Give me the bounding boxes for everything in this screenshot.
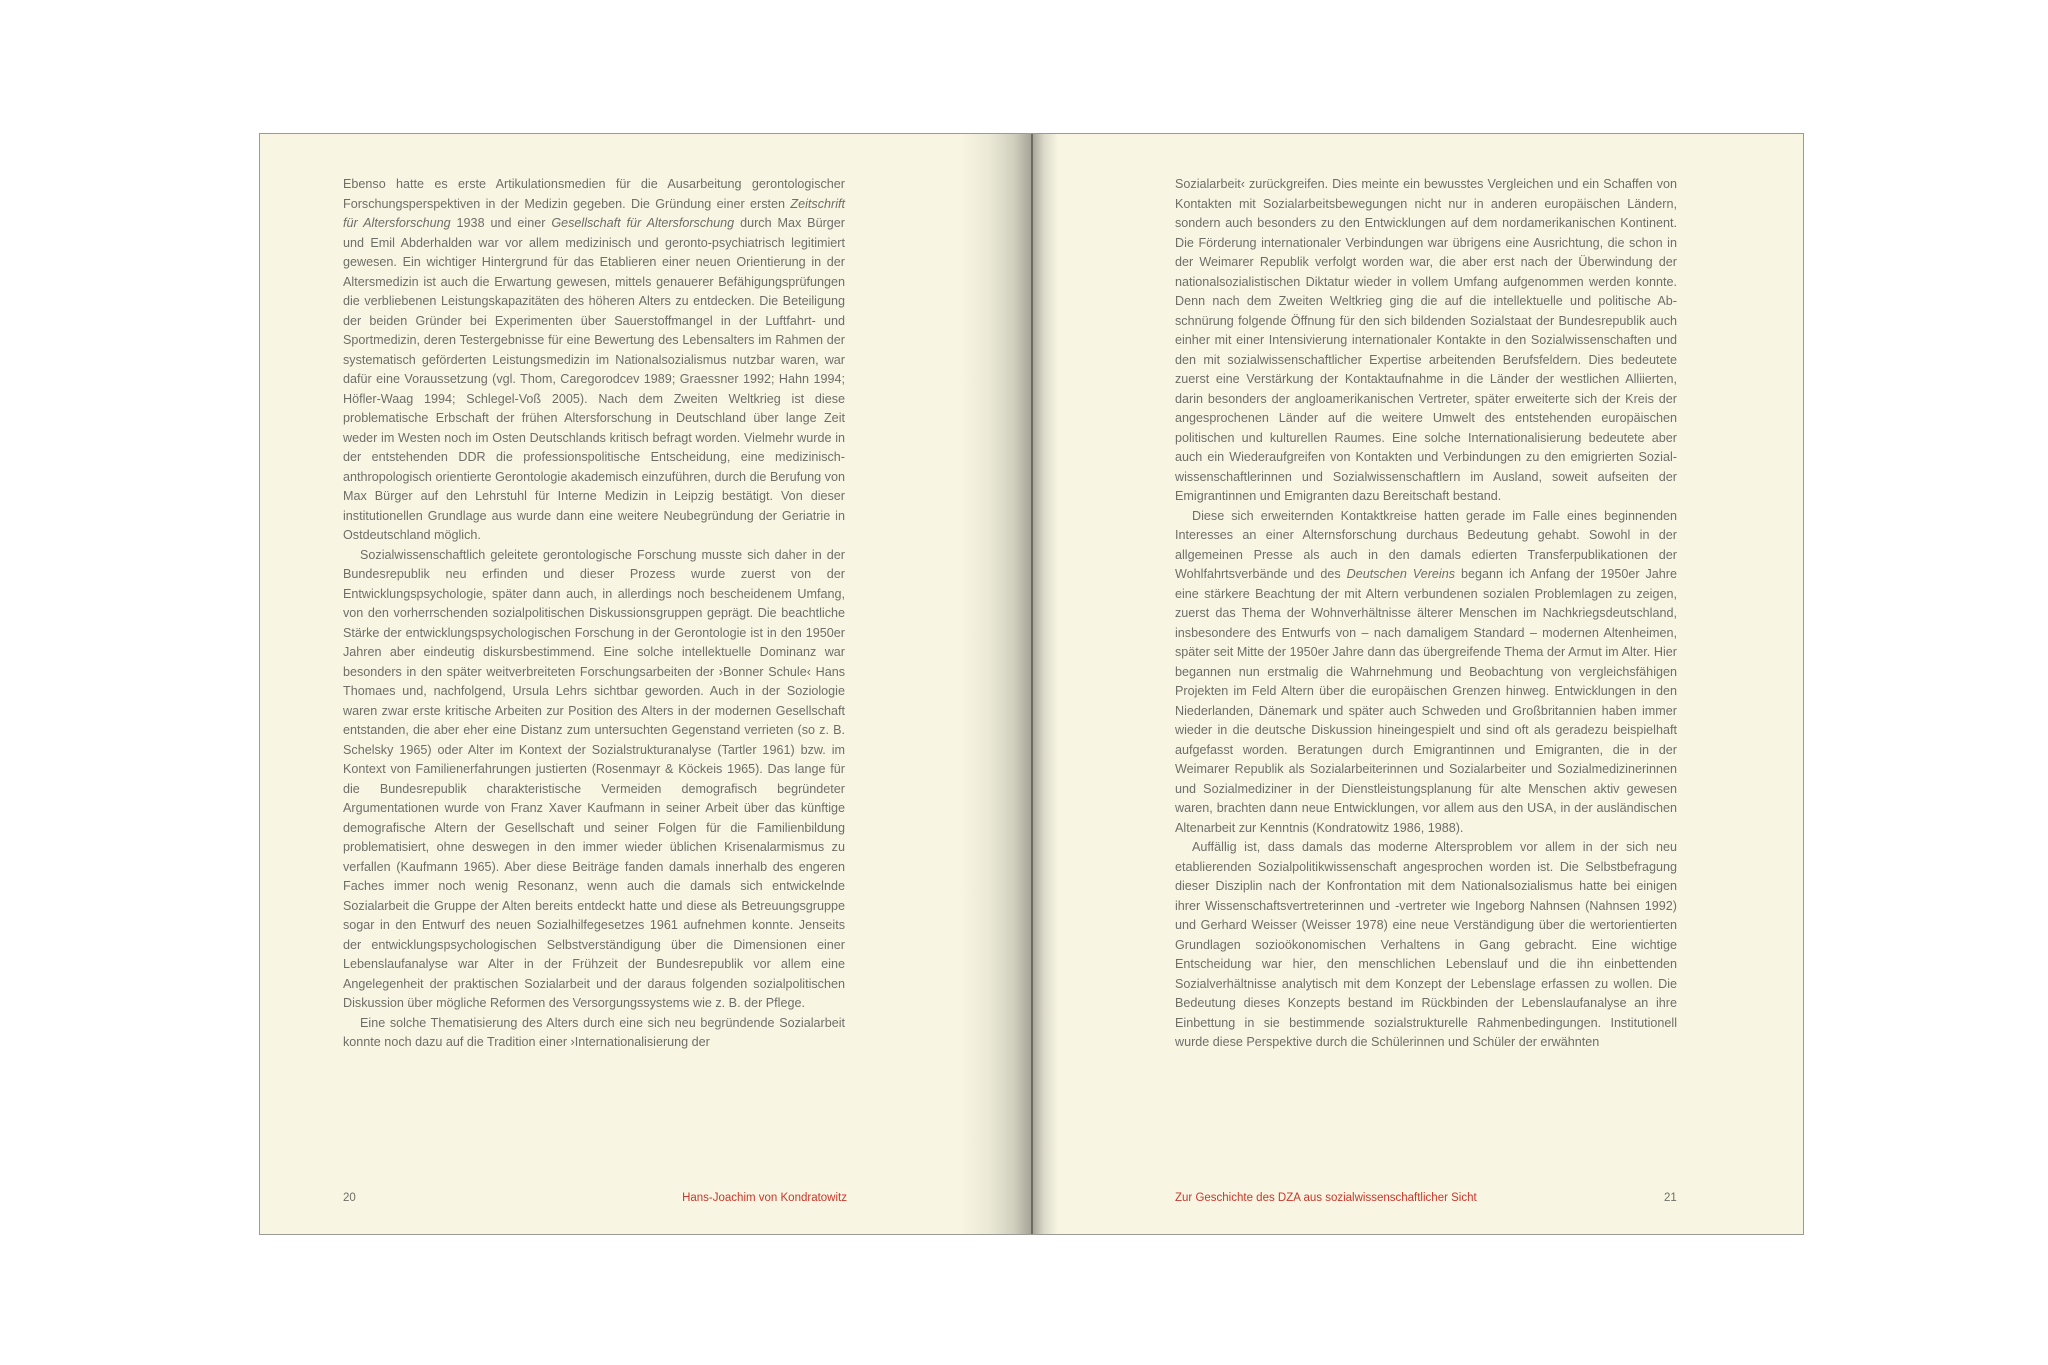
- left-page: [260, 134, 1032, 1234]
- paragraph: [1175, 838, 1677, 1053]
- paragraph-text: durch Max Bürger und Emil Abderhalden war vor allem medizinisch und geronto-psychiatrisch legitimiert gewesen. Ein wichtiger Hintergrund für das Etablieren einer neuen Orientierung in der Altersmedizin ist auch die Erwartung gewesen, mittels genauerer Befähigungsprüfungen die verbliebenen Leistungskapazitäten des höheren Alters zu entdecken. Die Beteiligung der beiden Gründer bei Experimenten über Sauerstoffmangel in der Luftfahrt- und Sportmedizin, deren Testergebnisse für eine Bewertung des Lebensalters im Rahmen der systematisch geförderten Leistungsmedizin im Nationalsozialismus nutzbar waren, war dafür eine Voraussetzung (vgl. Thom, Caregorodcev 1989; Graessner 1992; Hahn 1994; Höfler-Waag 1994; Schlegel-Voß 2005). Nach dem Zweiten Weltkrieg ist diese problematische Erbschaft der frühen Altersforschung in Deutschland über lange Zeit weder im Westen noch im Osten Deutschlands kritisch befragt worden. Vielmehr wurde in der entstehenden DDR die professionspolitische Entscheidung, eine medizinisch-anthropologisch orientierte Gerontologie akademisch einzuführen, durch die Berufung von Max Bürger auf den Lehrstuhl für Interne Medizin in Leipzig bestätigt. Von dieser institutionellen Grundlage aus wurde dann eine weitere Neubegründung der Geriatrie in Ostdeutschland möglich.: [343, 216, 845, 542]
- paragraph-text: 1938 und einer: [450, 216, 552, 230]
- paragraph: [1175, 175, 1677, 507]
- left-page-number: 20: [343, 1192, 356, 1204]
- italic-title-text: Zeitschrift für Altersforschung: [343, 196, 845, 230]
- paragraph: [1175, 507, 1677, 839]
- paragraph-text: Sozialarbeit‹ zurückgreifen. Dies meinte ein bewusstes Vergleichen und ein Schaffen von Kontakten mit Sozialarbeitsbewegungen nicht nur in anderen europäischen Ländern, sondern auch besonders zu den Entwicklungen auf dem nordamerikanischen Kontinent. Die Förderung internationaler Verbindungen war übrigens eine Ausrichtung, die schon in der Weimarer Republik verfolgt worden war, die aber erst nach der Überwindung der nationalsozialistischen Diktatur wieder in vollem Umfang aufgenommen werden konnte. Denn nach dem Zweiten Weltkrieg ging die auf die intellektuelle und politische Abschnürung folgende Öffnung für den sich bildenden Sozialstaat der Bundesrepublik auch einher mit einer Intensivierung internationaler Kontakte in den Sozialwissenschaften und den mit sozialwissenschaftlicher Expertise arbeitenden Berufsfeldern. Dies bedeutete zuerst eine Verstärkung der Kontaktaufnahme in die Länder der westlichen Alliierten, darin besonders der angloamerikanischen Vertreter, später erweiterte sich der Kreis der angesprochenen Länder auf die weitere Umwelt des entstehenden europäischen politischen und kulturellen Raumes. Eine solche Internationalisierung bedeutete aber auch ein Wiederaufgreifen von Kontakten und Verbindungen zu den emigrierten Sozialwissenschaftlerinnen und Sozialwissenschaftlern im Ausland, soweit aufseiten der Emigrantinnen und Emigranten dazu Bereitschaft bestand.: [1175, 177, 1677, 503]
- paragraph: [343, 175, 845, 546]
- right-page-number: 21: [1664, 1192, 1677, 1204]
- right-running-head: Zur Geschichte des DZA aus sozialwissenschaftlicher Sicht: [1175, 1192, 1477, 1204]
- paragraph-text: begann ich Anfang der 1950er Jahre eine stärkere Beachtung der mit Altern verbundenen sozialen Problemlagen zu zeigen, zuerst das Thema der Wohnverhältnisse älterer Menschen im Nachkriegsdeutschland, insbesondere des Entwurfs von – nach damaligem Standard – modernen Altenheimen, später seit Mitte der 1950er Jahre dann das übergreifende Thema der Armut im Alter. Hier begannen nun erstmalig die Wahrnehmung und Beobachtung von vergleichsfähigen Projekten im Feld Altern über die europäischen Grenzen hinweg. Entwicklungen in den Niederlanden, Dänemark und später auch Schweden und Großbritannien haben immer wieder in die deutsche Diskussion hineingespielt und sind oft als geradezu beispielhaft aufgefasst worden. Beratungen durch Emigrantinnen und Emigranten, die in der Weimarer Republik als Sozialarbeiterinnen und Sozialarbeiter und Sozialmedizinerinnen und Sozialmediziner in der Dienstleistungsplanung für alte Menschen aktiv gewesen waren, brachten dann neue Entwicklungen, vor allem aus den USA, in der ausländischen Altenarbeit zur Kenntnis (Kondratowitz 1986, 1988).: [1175, 567, 1677, 835]
- left-page-body-text: [343, 175, 845, 1053]
- paragraph-text: Auffällig ist, dass damals das moderne Altersproblem vor allem in der sich neu etablierenden Sozialpolitikwissenschaft angesprochen worden ist. Die Selbstbefragung dieser Disziplin nach der Konfrontation mit dem Nationalsozialismus hatte bei einigen ihrer Wissenschaftsvertreterinnen und -vertreter wie Ingeborg Nahnsen (Nahnsen 1992) und Gerhard Weisser (Weisser 1978) eine neue Verständigung über die wertorientierten Grundlagen sozioökonomischen Verhaltens in Gang gebracht. Eine wichtige Entscheidung war hier, den menschlichen Lebenslauf und die ihn einbettenden Sozialverhältnisse analytisch mit dem Konzept der Lebenslage erfassen zu wollen. Die Bedeutung dieses Konzepts bestand im Rückbinden der Lebenslaufanalyse an ihre Einbettung in sie bestimmende sozialstrukturelle Rahmenbedingungen. Institutionell wurde diese Perspektive durch die Schülerinnen und Schüler der erwähnten: [1175, 840, 1677, 1049]
- paragraph-text: Diese sich erweiternden Kontaktkreise hatten gerade im Falle eines beginnenden Interesses an einer Alternsforschung durchaus Bedeutung gehabt. Sowohl in der allgemeinen Presse als auch in den damals edierten Transferpublikationen der Wohlfahrtsverbände und des: [1175, 508, 1677, 581]
- paragraph-text: Sozialwissenschaftlich geleitete gerontologische Forschung musste sich daher in der Bundesrepublik neu erfinden und dieser Prozess wurde zuerst von der Entwicklungspsychologie, später dann auch, in allerdings noch bescheidenem Umfang, von den vorherrschenden sozialpolitischen Diskussionsgruppen geprägt. Die beachtliche Stärke der entwicklungspsychologischen Forschung in der Gerontologie ist in den 1950er Jahren aber eindeutig diskursbestimmend. Eine solche intellektuelle Dominanz war besonders in den später weitverbreiteten Forschungsarbeiten der ›Bonner Schule‹ Hans Thomaes und, nachfolgend, Ursula Lehrs sichtbar geworden. Auch in der Soziologie waren zwar erste kritische Arbeiten zur Position des Alters in der modernen Gesellschaft entstanden, die aber eher eine Distanz zum untersuchten Gegenstand verrieten (so z. B. Schelsky 1965) oder Alter im Kontext der Sozialstrukturanalyse (Tartler 1961) bzw. im Kontext von Familienerfahrungen justierten (Rosenmayr & Köckeis 1965). Das lange für die Bundesrepublik charakteristische Vermeiden demografisch begründeter Argumentationen wurde von Franz Xaver Kaufmann in seiner Arbeit über das künftige demografische Altern der Gesellschaft und seiner Folgen für die Familienbildung problematisiert, ohne deswegen in den immer wieder üblichen Krisenalarmismus zu verfallen (Kaufmann 1965). Aber diese Beiträge fanden damals innerhalb des engeren Faches immer noch wenig Resonanz, wenn auch die damals sich entwickelnde Sozialarbeit die Gruppe der Alten bereits entdeckt hatte und diese als Betreuungsgruppe sogar in den Entwurf des neuen Sozialhilfegesetzes 1961 aufnehmen konnte. Jenseits der entwicklungspsychologischen Selbstverständigung über die Dimensionen einer Lebenslaufanalyse war Alter in der Frühzeit der Bundesrepublik vor allem eine Angelegenheit der praktischen Sozialarbeit und der daraus folgenden sozialpolitischen Diskussion über mögliche Reformen des Versorgungssystems wie z. B. der Pflege.: [343, 547, 845, 1010]
- left-running-head: Hans-Joachim von Kondratowitz: [682, 1192, 847, 1204]
- right-page: [1032, 134, 1803, 1234]
- right-page-body-text: [1175, 175, 1677, 1053]
- paragraph-text: Ebenso hatte es erste Artikulationsmedien für die Ausarbeitung gerontologischer Forschungsperspektiven in der Medizin gegeben. Die Gründung einer ersten: [343, 177, 845, 211]
- book-spread: [259, 133, 1804, 1235]
- paragraph: [343, 546, 845, 1014]
- paragraph-text: Eine solche Thematisierung des Alters durch eine sich neu begründende Sozialarbeit konnte noch dazu auf die Tradition einer ›Internationalisierung der: [343, 1015, 845, 1049]
- paragraph: [343, 1014, 845, 1053]
- italic-title-text: Deutschen Vereins: [1346, 567, 1456, 581]
- italic-title-text: Gesellschaft für Altersforschung: [551, 216, 735, 230]
